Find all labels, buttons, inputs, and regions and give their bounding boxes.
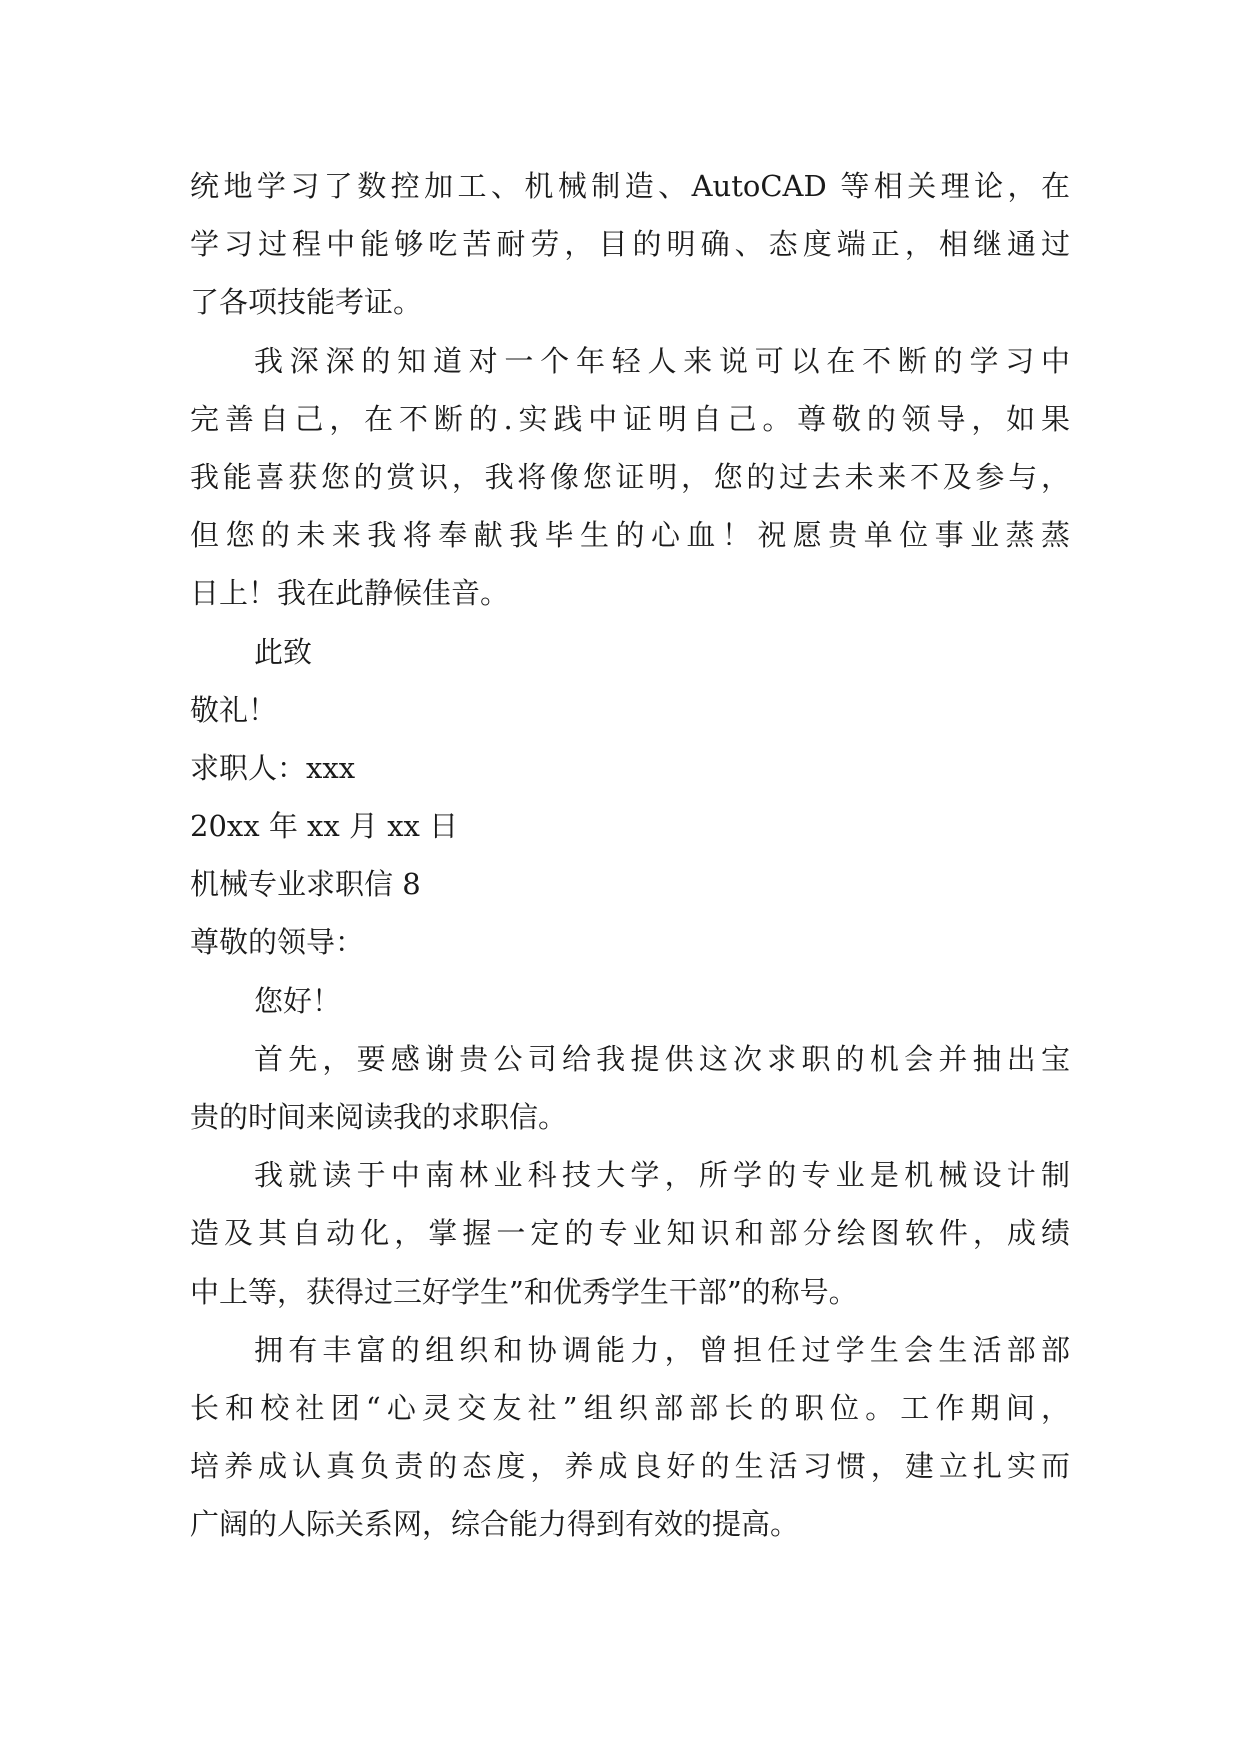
letter-heading: 机械专业求职信 8: [190, 867, 421, 902]
closing-regards: 敬礼！: [190, 692, 278, 727]
text-line: 培养成认真负责的态度，养成良好的生活习惯，建立扎实而: [190, 1449, 1070, 1484]
letter-date: 20xx 年 xx 月 xx 日: [190, 809, 459, 844]
text-line: 中上等，获得过三好学生”和优秀学生干部”的称号。: [190, 1274, 858, 1309]
text-line: 我深深的知道对一个年轻人来说可以在不断的学习中: [254, 343, 1070, 378]
letter-body: [190, 157, 1070, 1554]
text-line: 学习过程中能够吃苦耐劳，目的明确、态度端正，相继通过: [190, 227, 1070, 262]
text-line: 造及其自动化，掌握一定的专业知识和部分绘图软件，成绩: [190, 1216, 1070, 1251]
applicant-signature: 求职人：xxx: [190, 750, 356, 785]
text-line: 完善自己，在不断的.实践中证明自己。尊敬的领导，如果: [190, 401, 1070, 436]
text-line: 拥有丰富的组织和协调能力，曾担任过学生会生活部部: [254, 1332, 1070, 1367]
text-line: 我就读于中南林业科技大学，所学的专业是机械设计制: [254, 1158, 1070, 1193]
text-line: 统地学习了数控加工、机械制造、AutoCAD 等相关理论，在: [190, 169, 1070, 203]
text-line: 广阔的人际关系网，综合能力得到有效的提高。: [190, 1507, 800, 1542]
text-line: 首先，要感谢贵公司给我提供这次求职的机会并抽出宝: [254, 1041, 1070, 1076]
text-line: 了各项技能考证。: [190, 285, 423, 320]
text-line: 我能喜获您的赏识，我将像您证明，您的过去未来不及参与，: [190, 459, 1070, 494]
text-line: 贵的时间来阅读我的求职信。: [190, 1100, 568, 1134]
text-line: 但您的未来我将奉献我毕生的心血！祝愿贵单位事业蒸蒸: [190, 518, 1070, 553]
closing-salutation: 此致: [254, 634, 313, 669]
greeting-recipient: 尊敬的领导：: [190, 925, 365, 960]
greeting-hello: 您好！: [254, 983, 342, 1018]
text-line: 长和校社团“心灵交友社”组织部部长的职位。工作期间，: [190, 1390, 1070, 1425]
text-line: 日上！我在此静候佳音。: [190, 576, 510, 611]
